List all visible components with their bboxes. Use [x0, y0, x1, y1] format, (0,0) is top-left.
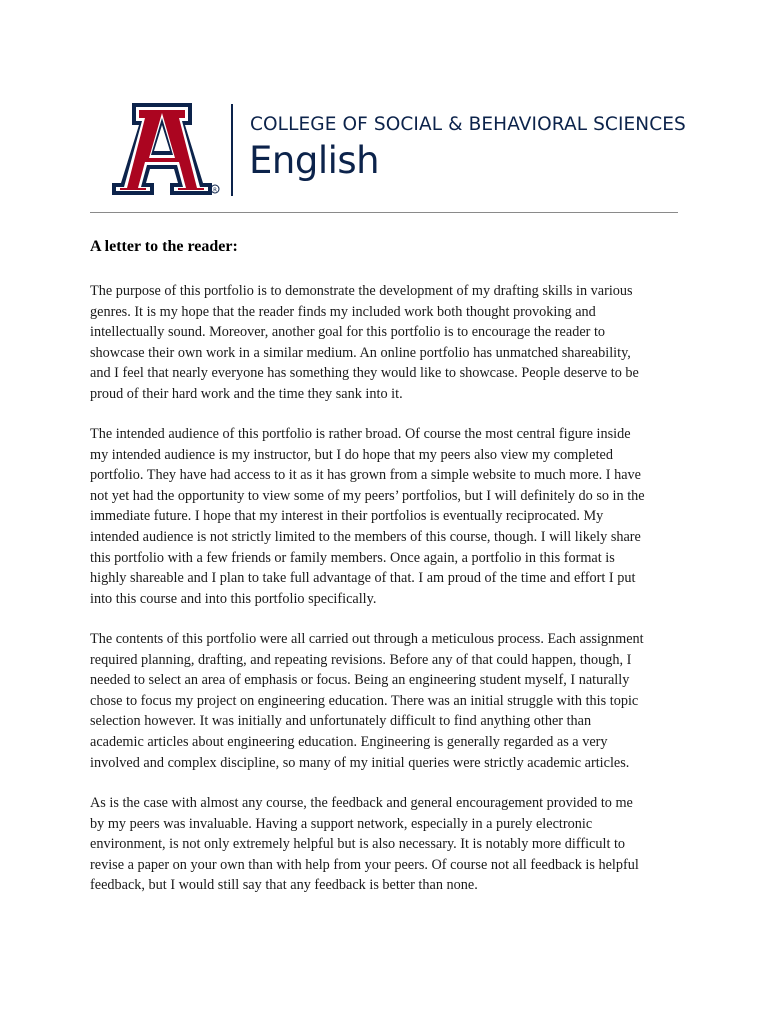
text-line: needed to select an area of emphasis or focus. Being an engineering student myself, I naturally — [90, 672, 630, 689]
text-line: proud of their hard work and the time they sank into it. — [90, 385, 403, 402]
text-line: immediate future. I hope that my interest in their portfolios is eventually reciprocated. My — [90, 508, 604, 525]
department-name: English — [249, 139, 380, 182]
logo-divider — [231, 104, 233, 196]
paragraph-feedback — [90, 793, 690, 896]
text-line: into this course and into this portfolio specifically. — [90, 590, 377, 607]
header-divider — [90, 212, 678, 213]
text-line: portfolio. They have had access to it as it has grown from a simple website to much more. I have — [90, 467, 641, 484]
text-line: The contents of this portfolio were all carried out through a meticulous process. Each assignment — [90, 631, 644, 647]
text-line: As is the case with almost any course, the feedback and general encouragement provided to me — [90, 795, 633, 811]
text-line: feedback, but I would still say that any feedback is better than none. — [90, 877, 478, 894]
paragraph-contents — [90, 629, 690, 773]
letter-heading: A letter to the reader: — [90, 238, 238, 255]
text-line: genres. It is my hope that the reader finds my included work both thought provoking and — [90, 303, 596, 320]
text-line: my intended audience is my instructor, but I do hope that my peers also view my completed — [90, 446, 613, 463]
text-line: highly shareable and I plan to take full advantage of that. I am proud of the time and effort I put — [90, 570, 636, 587]
paragraph-purpose — [90, 281, 690, 405]
text-line: chose to focus my project on engineering education. There was an initial struggle with this topic — [90, 692, 639, 709]
text-line: academic articles about engineering education. Engineering is generally regarded as a very — [90, 733, 608, 750]
text-line: The intended audience of this portfolio is rather broad. Of course the most central figure inside — [90, 426, 631, 442]
text-line: by my peers was invaluable. Having a support network, especially in a purely electronic — [90, 815, 593, 832]
text-line: required planning, drafting, and repeating revisions. Before any of that could happen, though, I — [90, 651, 632, 668]
text-line: intellectually sound. Moreover, another goal for this portfolio is to encourage the reader to — [90, 324, 606, 341]
text-line: revise a paper on your own than with help from your peers. Of course not all feedback is helpful — [90, 856, 639, 873]
text-line: selection however. It was initially and unfortunately difficult to find anything other than — [90, 713, 592, 730]
college-name: COLLEGE OF SOCIAL & BEHAVIORAL SCIENCES — [250, 114, 686, 135]
text-line: The purpose of this portfolio is to demonstrate the development of my drafting skills in various — [90, 283, 633, 299]
text-line: environment, is not only extremely helpful but is also necessary. It is notably more difficult to — [90, 836, 626, 853]
paragraph-audience — [90, 424, 690, 609]
text-line: not yet had the opportunity to view some of my peers’ portfolios, but I will definitely do so in the — [90, 487, 645, 504]
text-line: this portfolio with a few friends or family members. Once again, a portfolio in this format is — [90, 549, 615, 566]
text-line: intended audience is not strictly limited to the members of this course, though. I will likely share — [90, 528, 641, 545]
text-line: showcase their own work in a similar medium. An online portfolio has unmatched shareability, — [90, 344, 631, 361]
text-line: involved and complex discipline, so many of my initial queries were strictly academic articles. — [90, 754, 630, 771]
university-logo-icon — [112, 103, 222, 195]
text-line: and I feel that nearly everyone has something they would like to showcase. People deserve to be — [90, 365, 639, 382]
svg-text:R: R — [213, 187, 217, 194]
